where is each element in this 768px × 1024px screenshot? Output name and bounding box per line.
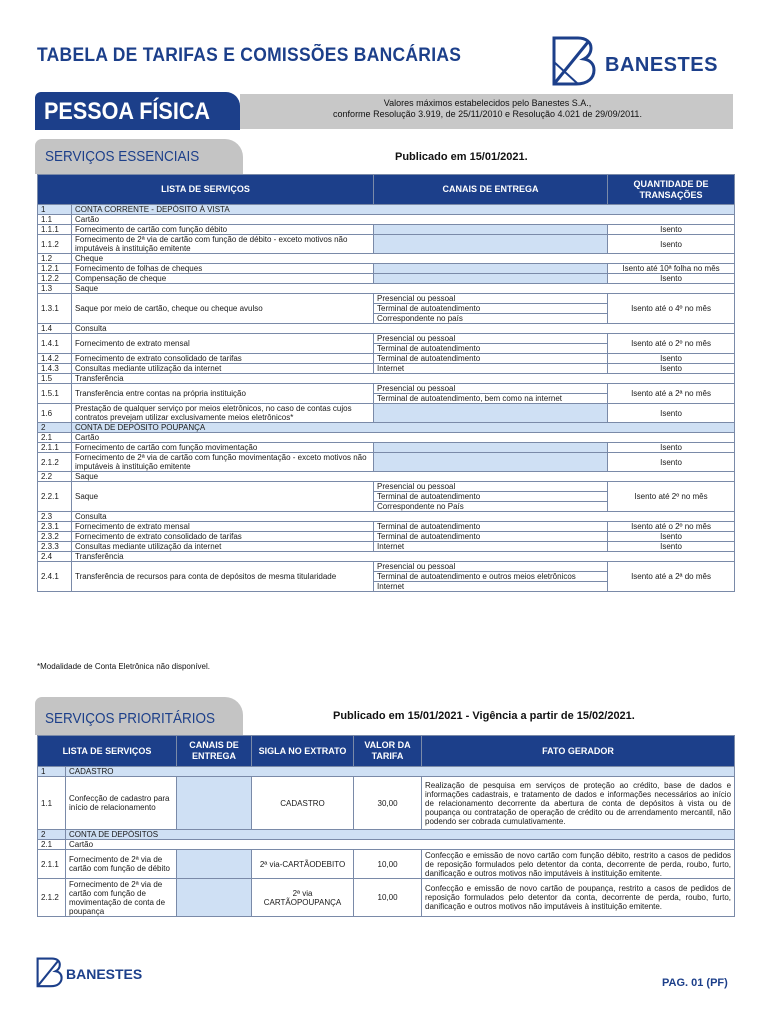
item-number: 1.2.2 [38,274,72,284]
item-description: Compensação de cheque [72,274,374,284]
item-number: 2.3.3 [38,542,72,552]
delivery-channel-empty [374,404,608,423]
item-description: Fornecimento de extrato consolidado de tarifas [72,532,374,542]
item-description: Fornecimento de extrato mensal [72,522,374,532]
section-row [38,423,735,433]
delivery-channel: Presencial ou pessoal [374,562,608,572]
delivery-channel: Correspondente no País [374,502,608,512]
delivery-channel: Terminal de autoatendimento [374,344,608,354]
group-row [38,433,735,443]
transaction-quantity: Isento [608,364,735,374]
item-number: 1.3.1 [38,294,72,324]
item-description: Fornecimento de 2ª via de cartão com função de movimentação de conta de poupança [66,879,177,917]
item-description: Transferência entre contas na própria instituição [72,384,374,404]
table-row [38,443,735,453]
transaction-quantity: Isento até a 2ª no mês [608,384,735,404]
table-row [38,364,735,374]
item-description: Fornecimento de extrato mensal [72,334,374,354]
group-row [38,284,735,294]
item-description: Transferência [72,552,735,562]
fee-trigger: Realização de pesquisa em serviços de proteção ao crédito, base de dados e informações cadastrais, e tratamento de dados e informações necessários ao início de relacionamento decorrente da abertura de conta de depósitos à vista ou de poupança ou contratação de operação de crédito ou de arrendamento mercantil, não podendo ser cobrada cumulativamente. [422,777,735,830]
delivery-channel: Presencial ou pessoal [374,294,608,304]
group-row [38,840,735,850]
brand-name: BANESTES [605,54,718,76]
footer-brand-name: BANESTES [66,966,143,982]
group-row [38,215,735,225]
group-row [38,472,735,482]
document-title: TABELA DE TARIFAS E COMISSÕES BANCÁRIAS [37,45,462,66]
values-note [255,98,720,120]
item-description: Saque [72,472,735,482]
values-note-line-2: conforme Resolução 3.919, de 25/11/2010 e Resolução 4.021 de 29/09/2011. [333,109,642,119]
table-row [38,532,735,542]
item-description: Fornecimento de extrato consolidado de tarifas [72,354,374,364]
p-col-services-header: LISTA DE SERVIÇOS [38,736,177,767]
item-description: Confecção de cadastro para início de relacionamento [66,777,177,830]
item-description: CONTA DE DEPÓSITOS [66,830,735,840]
delivery-channel: Internet [374,542,608,552]
transaction-quantity: Isento [608,542,735,552]
statement-code: CADASTRO [252,777,354,830]
prioritarios-title: SERVIÇOS PRIORITÁRIOS [45,710,216,727]
table-row [38,354,735,364]
item-description: Consulta [72,324,735,334]
transaction-quantity: Isento até o 2º no mês [608,334,735,354]
item-description: Fornecimento de 2ª via de cartão com função movimentação - exceto motivos não imputáveis à instituição emitente [72,453,374,472]
item-number: 2.1.2 [38,879,66,917]
statement-code: 2ª via-CARTÃODEBITO [252,850,354,879]
item-number: 1.2.1 [38,264,72,274]
item-description: Saque por meio de cartão, cheque ou cheque avulso [72,294,374,324]
item-description: Fornecimento de cartão com função movimentação [72,443,374,453]
transaction-quantity: Isento até a 2ª do mês [608,562,735,592]
delivery-channel: Presencial ou pessoal [374,334,608,344]
item-description: CONTA DE DEPÓSITO POUPANÇA [72,423,735,433]
col-services-header: LISTA DE SERVIÇOS [38,175,374,205]
table-row [38,850,735,879]
item-number: 2.1 [38,433,72,443]
delivery-channel-empty [374,264,608,274]
footer-logo-icon [34,955,64,991]
item-number: 1.1.2 [38,235,72,254]
item-description: CADASTRO [66,767,735,777]
item-number: 1.6 [38,404,72,423]
item-number: 1.4.3 [38,364,72,374]
p-col-code-header: SIGLA NO EXTRATO [252,736,354,767]
item-number: 2.1.2 [38,453,72,472]
item-description: Fornecimento de 2ª via de cartão com função de débito - exceto motivos não imputáveis à instituição emitente [72,235,374,254]
section-title: PESSOA FÍSICA [44,98,211,125]
transaction-quantity: Isento até o 2º no mês [608,522,735,532]
item-description: Consultas mediante utilização da internet [72,364,374,374]
section-row [38,830,735,840]
table-row [38,274,735,284]
item-description: Fornecimento de 2ª via de cartão com função de débito [66,850,177,879]
item-description: Cartão [66,840,735,850]
item-description: Cartão [72,433,735,443]
item-description: Consultas mediante utilização da internet [72,542,374,552]
item-number: 2.3 [38,512,72,522]
col-qty-header: QUANTIDADE DE TRANSAÇÕES [608,175,735,205]
item-number: 2.1.1 [38,850,66,879]
table-row [38,264,735,274]
item-description: Prestação de qualquer serviço por meios eletrônicos, no caso de contas cujos contratos prevejam utilizar exclusivamente meios eletrônicos* [72,404,374,423]
delivery-channel-empty [374,453,608,472]
item-number: 1.3 [38,284,72,294]
table-row [38,482,735,492]
table-row [38,404,735,423]
footnote: *Modalidade de Conta Eletrônica não disponível. [37,662,211,671]
item-number: 1 [38,205,72,215]
delivery-channel-empty [374,274,608,284]
item-description: Cartão [72,215,735,225]
table-row [38,294,735,304]
transaction-quantity: Isento até o 4º no mês [608,294,735,324]
delivery-channel-empty [177,850,252,879]
item-description: Fornecimento de cartão com função débito [72,225,374,235]
table-row [38,384,735,394]
delivery-channel: Terminal de autoatendimento, bem como na internet [374,394,608,404]
values-note-line-1: Valores máximos estabelecidos pelo Banestes S.A., [383,98,592,108]
fee-value: 10,00 [354,850,422,879]
section-row [38,205,735,215]
essenciais-title: SERVIÇOS ESSENCIAIS [45,148,200,165]
transaction-quantity: Isento [608,274,735,284]
item-number: 2.3.1 [38,522,72,532]
item-number: 2.2 [38,472,72,482]
item-number: 1 [38,767,66,777]
delivery-channel: Terminal de autoatendimento e outros meios eletrônicos [374,572,608,582]
page-number: PAG. 01 (PF) [662,977,728,989]
delivery-channel: Terminal de autoatendimento [374,492,608,502]
delivery-channel-empty [177,879,252,917]
item-description: Transferência [72,374,735,384]
essenciais-published: Publicado em 15/01/2021. [395,151,528,163]
fee-trigger: Confecção e emissão de novo cartão de poupança, restrito a casos de pedidos de reposição formulados pelo detentor da conta, decorrente de perda, roubo, furto, danificação e outros motivos não imputáveis à instituição emitente. [422,879,735,917]
item-description: Cheque [72,254,735,264]
table-row [38,453,735,472]
item-number: 2.4.1 [38,562,72,592]
transaction-quantity: Isento [608,453,735,472]
group-row [38,552,735,562]
group-row [38,512,735,522]
p-col-channels-header: CANAIS DE ENTREGA [177,736,252,767]
group-row [38,324,735,334]
item-description: Saque [72,284,735,294]
footer-logo [34,955,144,991]
transaction-quantity: Isento [608,225,735,235]
table-row [38,562,735,572]
transaction-quantity: Isento [608,443,735,453]
item-description: Saque [72,482,374,512]
delivery-channel: Terminal de autoatendimento [374,354,608,364]
delivery-channel-empty [177,777,252,830]
item-number: 1.4 [38,324,72,334]
delivery-channel-empty [374,235,608,254]
item-number: 1.4.2 [38,354,72,364]
table-row [38,235,735,254]
delivery-channel: Internet [374,582,608,592]
transaction-quantity: Isento [608,404,735,423]
transaction-quantity: Isento [608,235,735,254]
delivery-channel: Internet [374,364,608,374]
table-row [38,879,735,917]
item-number: 1.2 [38,254,72,264]
table-row [38,522,735,532]
item-number: 1.5 [38,374,72,384]
delivery-channel: Presencial ou pessoal [374,482,608,492]
essential-services-table [37,174,735,592]
p-col-value-header: VALOR DA TARIFA [354,736,422,767]
table-row [38,777,735,830]
delivery-channel: Correspondente no país [374,314,608,324]
delivery-channel-empty [374,225,608,235]
fee-value: 30,00 [354,777,422,830]
item-number: 1.1 [38,215,72,225]
item-number: 2 [38,423,72,433]
item-description: Fornecimento de folhas de cheques [72,264,374,274]
table-row [38,542,735,552]
table-row [38,334,735,344]
transaction-quantity: Isento [608,354,735,364]
p-col-fact-header: FATO GERADOR [422,736,735,767]
fee-value: 10,00 [354,879,422,917]
group-row [38,374,735,384]
item-number: 1.4.1 [38,334,72,354]
item-number: 2.1.1 [38,443,72,453]
item-number: 2 [38,830,66,840]
item-description: CONTA CORRENTE - DEPÓSITO À VISTA [72,205,735,215]
item-number: 2.1 [38,840,66,850]
item-number: 2.3.2 [38,532,72,542]
item-description: Transferência de recursos para conta de depósitos de mesma titularidade [72,562,374,592]
item-number: 1.5.1 [38,384,72,404]
priority-services-table [37,735,735,917]
delivery-channel: Presencial ou pessoal [374,384,608,394]
fee-trigger: Confecção e emissão de novo cartão com função débito, restrito a casos de pedidos de reposição formulados pelo detentor da conta, decorrente de perda, roubo, furto, danificação e outros motivos não imputáveis à instituição emitente. [422,850,735,879]
transaction-quantity: Isento até 10ª folha no mês [608,264,735,274]
table-row [38,225,735,235]
transaction-quantity: Isento [608,532,735,542]
banestes-logo-icon [548,34,598,90]
item-number: 2.2.1 [38,482,72,512]
group-row [38,254,735,264]
prioritarios-published: Publicado em 15/01/2021 - Vigência a partir de 15/02/2021. [333,710,635,722]
delivery-channel-empty [374,443,608,453]
statement-code: 2ª via CARTÃOPOUPANÇA [252,879,354,917]
item-number: 2.4 [38,552,72,562]
delivery-channel: Terminal de autoatendimento [374,532,608,542]
section-row [38,767,735,777]
delivery-channel: Terminal de autoatendimento [374,522,608,532]
item-description: Consulta [72,512,735,522]
banestes-logo [548,34,728,90]
delivery-channel: Terminal de autoatendimento [374,304,608,314]
col-channels-header: CANAIS DE ENTREGA [374,175,608,205]
item-number: 1.1 [38,777,66,830]
item-number: 1.1.1 [38,225,72,235]
transaction-quantity: Isento até 2º no mês [608,482,735,512]
